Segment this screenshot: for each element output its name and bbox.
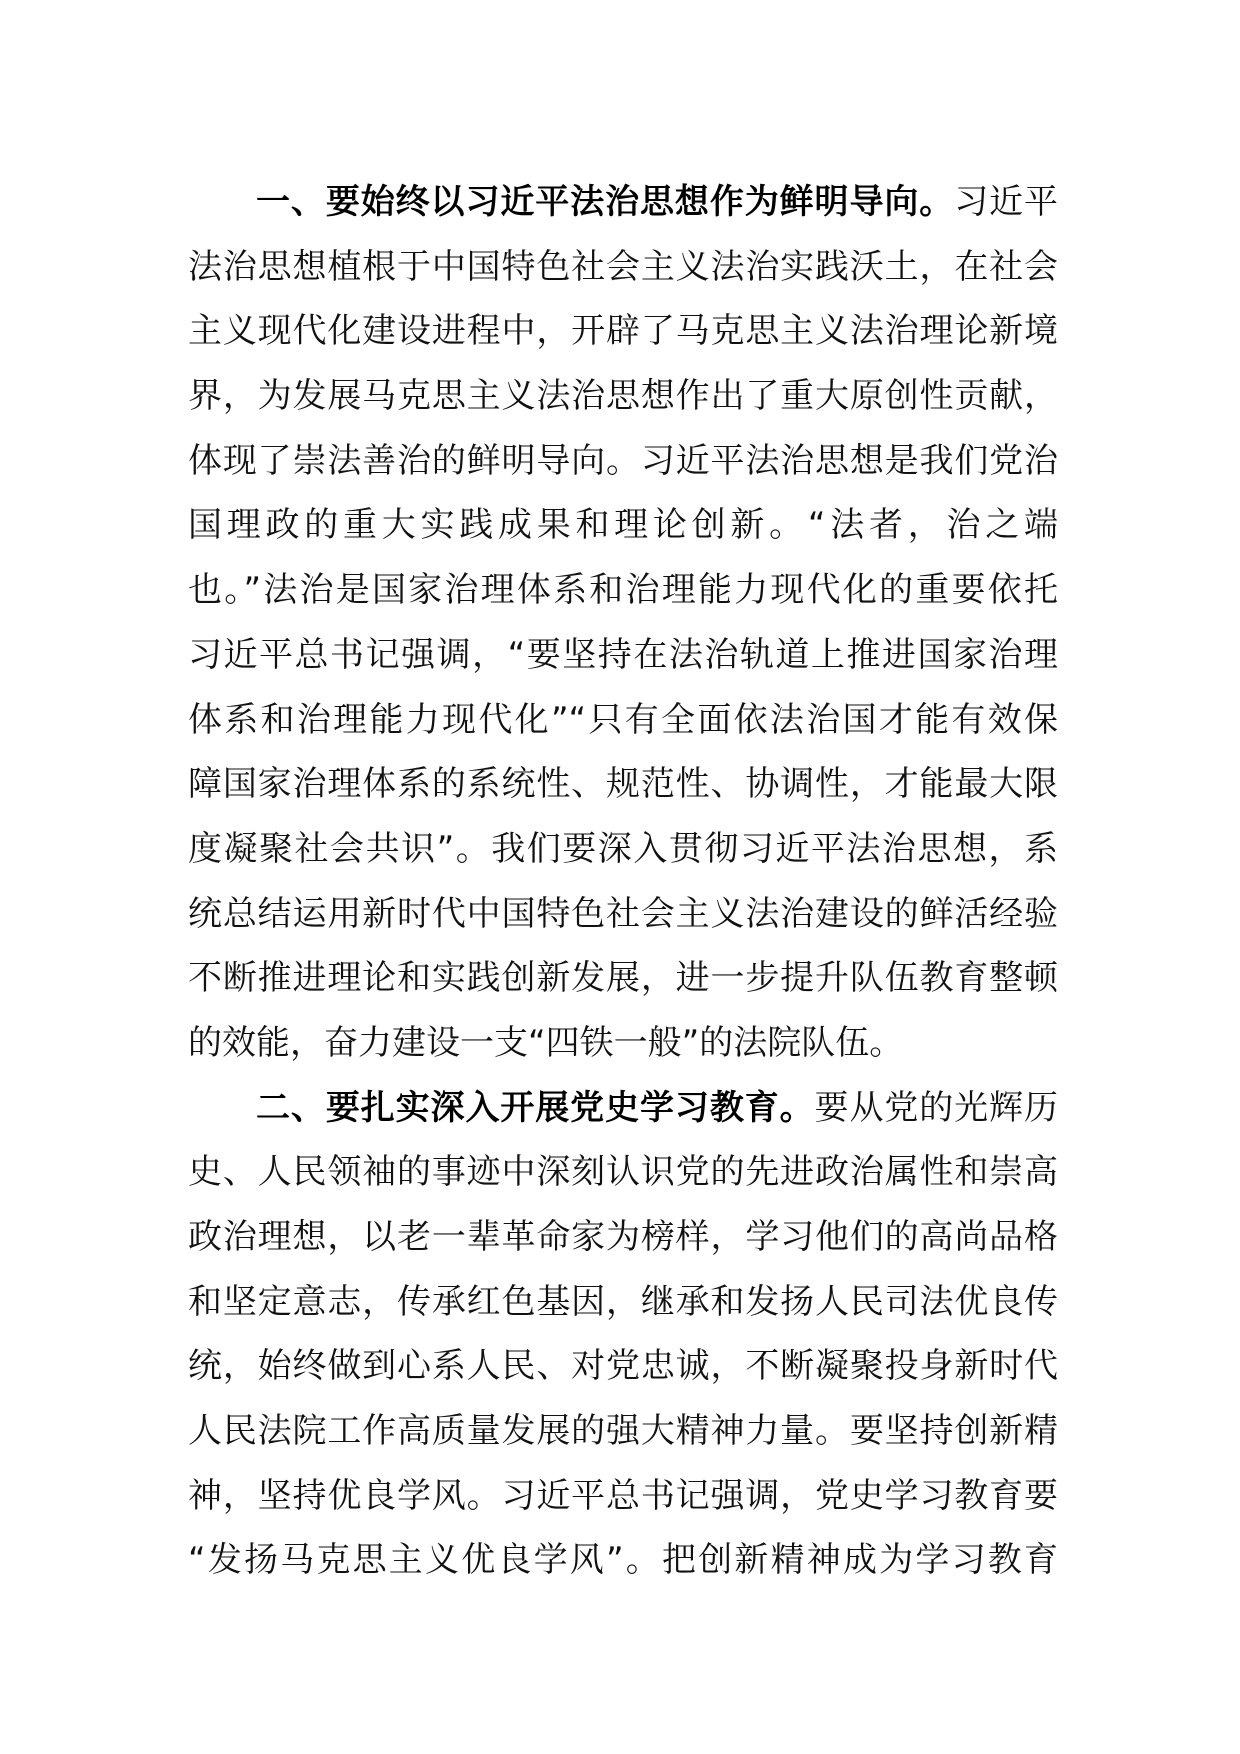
text-line: 史、人民领袖的事迹中深刻认识党的先进政治属性和崇高: [188, 1152, 1058, 1193]
paragraph-section-2: [188, 1076, 1058, 1594]
text-line: 不断推进理论和实践创新发展，进一步提升队伍教育整顿: [188, 958, 1058, 999]
text-line: 统总结运用新时代中国特色社会主义法治建设的鲜活经验: [188, 893, 1058, 934]
text-line: 体系和治理能力现代化”“只有全面依法治国才能有效保: [188, 699, 1058, 740]
paragraph-first-line: [188, 1076, 1058, 1141]
section-heading: 二、要扎实深入开展党史学习教育。: [256, 1087, 815, 1128]
text-line: 统，始终做到心系人民、对党忠诚，不断凝聚投身新时代: [188, 1346, 1058, 1387]
body-text: 要从党的光辉历: [814, 1087, 1058, 1128]
text-line: 界，为发展马克思主义法治思想作出了重大原创性贡献，: [188, 376, 1058, 417]
text-line: 度凝聚社会共识”。我们要深入贯彻习近平法治思想，系: [188, 828, 1058, 869]
text-line: 体现了崇法善治的鲜明导向。习近平法治思想是我们党治: [188, 440, 1058, 481]
text-line: 的效能，奋力建设一支“四铁一般”的法院队伍。: [188, 1022, 904, 1063]
text-line: 人民法院工作高质量发展的强大精神力量。要坚持创新精: [188, 1411, 1058, 1452]
paragraph-section-1: [188, 170, 1058, 1076]
text-line: 法治思想植根于中国特色社会主义法治实践沃土，在社会: [188, 246, 1058, 287]
text-line: 和坚定意志，传承红色基因，继承和发扬人民司法优良传: [188, 1281, 1058, 1322]
text-line: “发扬马克思主义优良学风”。把创新精神成为学习教育: [188, 1540, 1058, 1581]
text-line: 也。”法治是国家治理体系和治理能力现代化的重要依托: [188, 570, 1058, 611]
paragraph-first-line: [188, 170, 1058, 235]
text-line: 神，坚持优良学风。习近平总书记强调，党史学习教育要: [188, 1475, 1058, 1516]
text-line: 政治理想，以老一辈革命家为榜样，学习他们的高尚品格: [188, 1217, 1058, 1257]
text-line: 主义现代化建设进程中，开辟了马克思主义法治理论新境: [188, 311, 1058, 352]
text-line: 国理政的重大实践成果和理论创新。“法者，治之端: [188, 505, 1058, 546]
document-body: [188, 170, 1058, 1593]
body-text: 习近平: [954, 182, 1058, 222]
text-line: 障国家治理体系的系统性、规范性、协调性，才能最大限: [188, 764, 1058, 805]
text-line: 习近平总书记强调，“要坚持在法治轨道上推进国家治理: [188, 634, 1058, 675]
section-heading: 一、要始终以习近平法治思想作为鲜明导向。: [256, 182, 955, 222]
